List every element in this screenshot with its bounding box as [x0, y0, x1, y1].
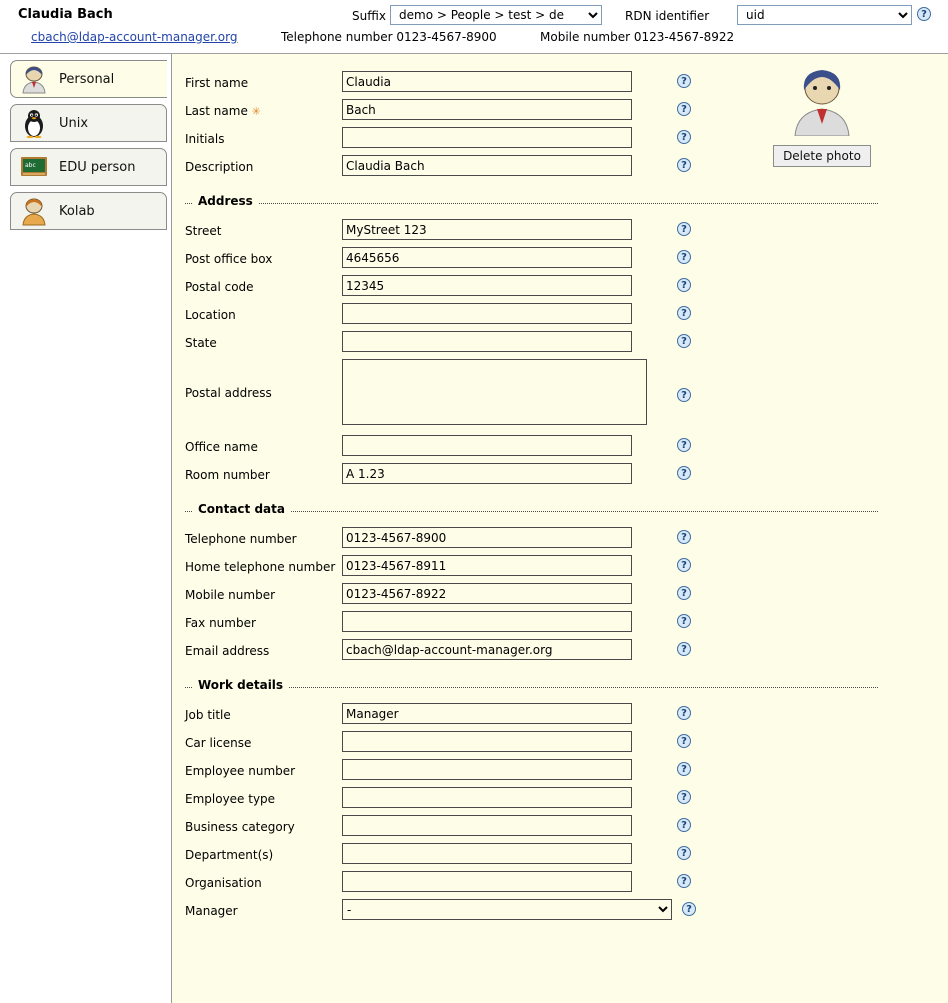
help-icon[interactable]: ?	[677, 614, 691, 628]
street-input[interactable]	[342, 219, 632, 240]
rdn-identifier-select[interactable]	[737, 5, 912, 25]
field-label: Manager	[185, 904, 238, 918]
field-row-employee-type	[172, 786, 948, 814]
business-category-input[interactable]	[342, 815, 632, 836]
help-icon[interactable]: ?	[677, 762, 691, 776]
module-tabs-sidebar	[0, 54, 172, 1003]
header-mobile: Mobile number 0123-4567-8922	[540, 30, 735, 44]
field-row-car-license	[172, 730, 948, 758]
mobile-number-input[interactable]	[342, 583, 632, 604]
field-label: Department(s)	[185, 848, 274, 862]
field-label-text: Last name	[185, 104, 248, 118]
field-label: Home telephone number	[185, 560, 336, 574]
field-label: Postal code	[185, 280, 254, 294]
user-icon	[19, 64, 49, 94]
car-license-input[interactable]	[342, 731, 632, 752]
field-row-home-telephone-number	[172, 554, 948, 582]
field-row-departments	[172, 842, 948, 870]
postal-code-input[interactable]	[342, 275, 632, 296]
help-icon[interactable]: ?	[677, 438, 691, 452]
home-telephone-number-input[interactable]	[342, 555, 632, 576]
field-row-postal-code	[172, 274, 948, 302]
help-icon[interactable]: ?	[677, 74, 691, 88]
manager-select[interactable]	[342, 899, 672, 920]
description-input[interactable]	[342, 155, 632, 176]
field-row-organisation	[172, 870, 948, 898]
sidebar-item-label: EDU person	[59, 159, 136, 175]
sidebar-item-personal[interactable]	[10, 60, 167, 98]
field-row-email-address	[172, 638, 948, 666]
field-label: Initials	[185, 132, 225, 146]
field-row-business-category	[172, 814, 948, 842]
field-label: Postal address	[185, 386, 272, 400]
help-icon[interactable]: ?	[677, 388, 691, 402]
header-info-row	[0, 28, 948, 50]
email-address-input[interactable]	[342, 639, 632, 660]
sidebar-item-kolab[interactable]	[10, 192, 167, 230]
help-icon[interactable]: ?	[677, 334, 691, 348]
sidebar-item-label: Kolab	[59, 203, 95, 219]
state-input[interactable]	[342, 331, 632, 352]
field-row-telephone-number	[172, 526, 948, 554]
help-icon[interactable]: ?	[677, 278, 691, 292]
field-row-job-title	[172, 702, 948, 730]
help-icon[interactable]: ?	[677, 530, 691, 544]
field-label: Street	[185, 224, 222, 238]
help-icon[interactable]: ?	[677, 790, 691, 804]
fax-number-input[interactable]	[342, 611, 632, 632]
location-input[interactable]	[342, 303, 632, 324]
field-label: Office name	[185, 440, 258, 454]
organisation-input[interactable]	[342, 871, 632, 892]
help-icon[interactable]: ?	[677, 558, 691, 572]
employee-type-input[interactable]	[342, 787, 632, 808]
section-title: Work details	[192, 678, 289, 692]
initials-input[interactable]	[342, 127, 632, 148]
section-work-details	[172, 676, 948, 702]
help-icon[interactable]: ?	[677, 818, 691, 832]
header-telephone: Telephone number 0123-4567-8900	[281, 30, 497, 44]
field-label: Post office box	[185, 252, 273, 266]
field-row-street	[172, 218, 948, 246]
job-title-input[interactable]	[342, 703, 632, 724]
field-label: Business category	[185, 820, 295, 834]
section-divider	[185, 203, 878, 204]
field-row-initials	[172, 126, 948, 154]
field-label: Telephone number	[185, 532, 297, 546]
rdn-label: RDN identifier	[625, 9, 710, 23]
required-marker: ✳	[251, 105, 261, 118]
help-icon[interactable]: ?	[677, 586, 691, 600]
header-top-row	[0, 0, 948, 28]
help-icon[interactable]: ?	[677, 306, 691, 320]
suffix-select[interactable]	[390, 5, 602, 25]
field-row-location	[172, 302, 948, 330]
help-icon[interactable]: ?	[677, 250, 691, 264]
field-row-office-name	[172, 434, 948, 462]
help-icon[interactable]: ?	[677, 642, 691, 656]
sidebar-item-label: Personal	[59, 71, 115, 87]
help-icon[interactable]: ?	[677, 874, 691, 888]
blackboard-icon	[19, 152, 49, 182]
field-label: Location	[185, 308, 236, 322]
post-office-box-input[interactable]	[342, 247, 632, 268]
help-icon[interactable]: ?	[677, 158, 691, 172]
section-title: Contact data	[192, 502, 291, 516]
help-icon[interactable]: ?	[917, 7, 931, 21]
field-row-room-number	[172, 462, 948, 490]
help-icon[interactable]: ?	[677, 222, 691, 236]
field-label: Description	[185, 160, 254, 174]
suffix-label: Suffix	[352, 9, 386, 23]
help-icon[interactable]: ?	[677, 846, 691, 860]
field-label: Organisation	[185, 876, 262, 890]
field-row-last-name	[172, 98, 948, 126]
personal-form-panel	[172, 54, 948, 1003]
sidebar-item-edu-person[interactable]	[10, 148, 167, 186]
help-icon[interactable]: ?	[677, 466, 691, 480]
sidebar-item-unix[interactable]	[10, 104, 167, 142]
field-row-description	[172, 154, 948, 182]
office-name-input[interactable]	[342, 435, 632, 456]
field-label: State	[185, 336, 217, 350]
field-row-manager	[172, 898, 948, 926]
field-label: Email address	[185, 644, 270, 658]
help-icon[interactable]: ?	[682, 902, 696, 916]
field-label: Room number	[185, 468, 270, 482]
field-row-employee-number	[172, 758, 948, 786]
field-label: Car license	[185, 736, 252, 750]
field-label	[185, 104, 261, 118]
field-label: First name	[185, 76, 249, 90]
field-row-mobile-number	[172, 582, 948, 610]
svg-text:abc: abc	[25, 162, 36, 169]
help-icon[interactable]: ?	[677, 130, 691, 144]
field-label: Employee type	[185, 792, 276, 806]
help-icon[interactable]: ?	[677, 102, 691, 116]
section-address	[172, 192, 948, 218]
departments-input[interactable]	[342, 843, 632, 864]
sidebar-item-label: Unix	[59, 115, 89, 131]
user-orange-icon	[19, 196, 49, 226]
last-name-input[interactable]	[342, 99, 632, 120]
field-row-first-name	[172, 70, 948, 98]
field-row-postal-address	[172, 358, 948, 434]
penguin-icon	[19, 108, 49, 138]
page-body	[0, 54, 948, 1003]
first-name-input[interactable]	[342, 71, 632, 92]
room-number-input[interactable]	[342, 463, 632, 484]
email-link[interactable]: cbach@ldap-account-manager.org	[31, 30, 238, 44]
field-label: Fax number	[185, 616, 256, 630]
account-title: Claudia Bach	[18, 7, 113, 22]
page-header	[0, 0, 948, 54]
employee-number-input[interactable]	[342, 759, 632, 780]
telephone-number-input[interactable]	[342, 527, 632, 548]
field-label: Mobile number	[185, 588, 276, 602]
field-label: Job title	[185, 708, 231, 722]
field-row-state	[172, 330, 948, 358]
field-label: Employee number	[185, 764, 296, 778]
field-row-post-office-box	[172, 246, 948, 274]
help-icon[interactable]: ?	[677, 706, 691, 720]
field-row-fax-number	[172, 610, 948, 638]
section-contact-data	[172, 500, 948, 526]
help-icon[interactable]: ?	[677, 734, 691, 748]
postal-address-textarea[interactable]	[342, 359, 647, 425]
section-title: Address	[192, 194, 259, 208]
delete-photo-button[interactable]: Delete photo	[773, 145, 871, 167]
